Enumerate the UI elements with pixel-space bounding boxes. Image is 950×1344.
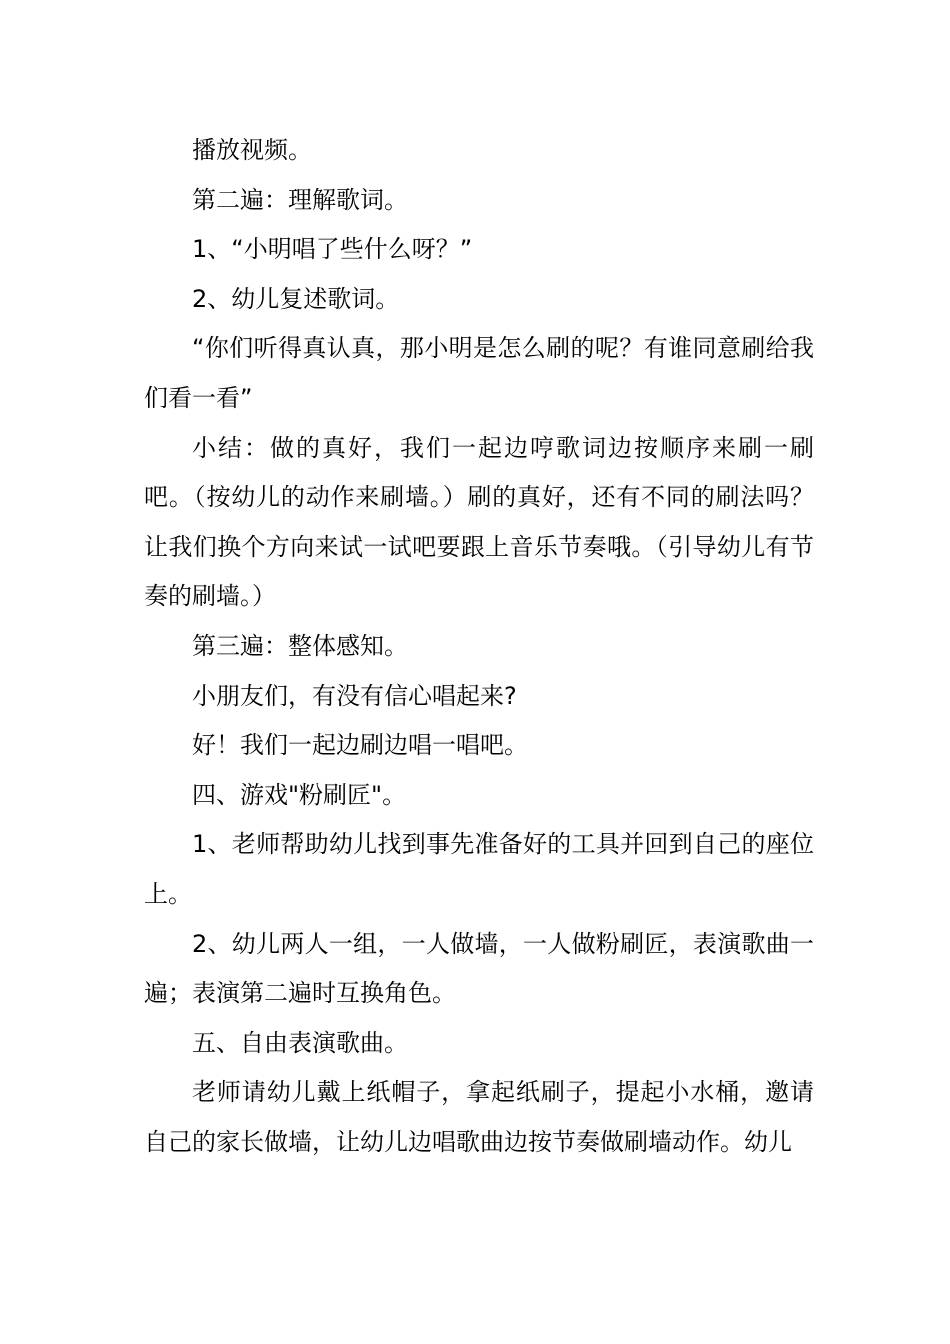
paragraph-third-pass-heading: 第三遍：整体感知。 [192, 631, 408, 660]
paragraph-teacher-question: “你们听得真认真，那小明是怎么刷的呢？有谁同意刷给我们看一看” [144, 334, 814, 412]
paragraph-confidence-question: 小朋友们，有没有信心唱起来? [192, 681, 517, 710]
paragraph-free-performance-heading: 五、自由表演歌曲。 [192, 1028, 408, 1057]
paragraph-second-pass-heading: 第二遍：理解歌词。 [192, 185, 408, 214]
paragraph-play-video: 播放视频。 [192, 136, 312, 164]
document-body [144, 126, 814, 1167]
paragraph-free-performance-text: 老师请幼儿戴上纸帽子，拿起纸刷子，提起小水桶，邀请自己的家长做墙，让幼儿边唱歌曲边按节奏做刷墙动作。幼儿 [144, 1078, 814, 1156]
paragraph-game-heading: 四、游戏"粉刷匠"。 [192, 780, 407, 809]
paragraph-game-step-1: 1、老师帮助幼儿找到事先准备好的工具并回到自己的座位上。 [144, 830, 814, 908]
paragraph-retell-lyrics: 2、幼儿复述歌词。 [192, 284, 400, 313]
paragraph-game-step-2: 2、幼儿两人一组，一人做墙，一人做粉刷匠，表演歌曲一遍；表演第二遍时互换角色。 [144, 929, 814, 1008]
paragraph-question-1: 1、“小明唱了些什么呀？” [192, 235, 473, 264]
paragraph-summary: 小结：做的真好，我们一起边哼歌词边按顺序来刷一刷吧。（按幼儿的动作来刷墙。）刷的真好，还有不同的刷法吗？让我们换个方向来试一试吧要跟上音乐节奏哦。（引导幼儿有节奏的刷墙。） [144, 433, 814, 611]
paragraph-sing-together: 好！我们一起边刷边唱一唱吧。 [192, 731, 528, 760]
